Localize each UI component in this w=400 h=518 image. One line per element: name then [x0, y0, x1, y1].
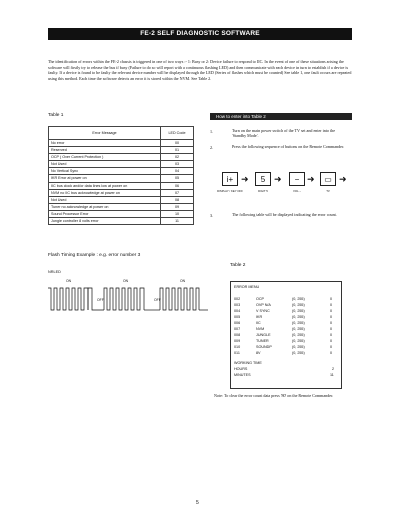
digit-5-key-label: DIGIT 5 [258, 189, 268, 193]
error-menu-row [234, 309, 338, 315]
error-menu-value: 0 [330, 303, 333, 307]
table-row [49, 203, 194, 210]
error-menu-num: 007 [234, 327, 241, 331]
led-code-cell: 03 [161, 161, 194, 168]
arrow-right-icon: ➜ [339, 174, 347, 184]
step-3-text: The following table will be displayed indicating the error count. [232, 212, 337, 217]
error-message-cell: Not Used [49, 196, 161, 203]
error-menu-row [234, 297, 338, 303]
error-menu-range: (0, 255) [292, 345, 305, 349]
table-row [49, 196, 194, 203]
error-menu-num: 009 [234, 339, 241, 343]
header-error-message: Error Message [49, 127, 161, 140]
error-message-cell: Reserved [49, 147, 161, 154]
error-menu-value: 0 [330, 345, 333, 349]
error-menu-row [234, 321, 338, 327]
error-menu-value: 0 [330, 315, 333, 319]
error-message-cell: IIC bus clock and/or data lines low at power on [49, 182, 161, 189]
off-label-2: OFF [154, 298, 161, 302]
tv-key-icon: ▭ [320, 172, 336, 186]
on-label-2: ON [123, 279, 129, 283]
error-menu-num: 005 [234, 315, 241, 319]
error-menu-range: (0, 255) [292, 297, 305, 301]
error-menu-screen [230, 281, 342, 389]
error-menu-value: 0 [330, 333, 333, 337]
led-code-cell: 04 [161, 168, 194, 175]
error-menu-num: 004 [234, 309, 241, 313]
error-menu-name: SOUNDP [256, 345, 272, 349]
table-row [49, 154, 194, 161]
table1-caption: Table 1 [48, 113, 64, 118]
table-row [49, 210, 194, 217]
error-menu-row [234, 315, 338, 321]
error-menu-num: 003 [234, 303, 241, 307]
header-led-code: LED Code [161, 127, 194, 140]
error-message-cell: Sound Processor Error [49, 210, 161, 217]
table-row [49, 189, 194, 196]
arrow-right-icon: ➜ [307, 174, 315, 184]
led-code-cell: 07 [161, 189, 194, 196]
step-1-number: 1. [210, 129, 214, 134]
error-menu-range: (0, 255) [292, 327, 305, 331]
hours-row [234, 367, 338, 373]
led-code-cell: 09 [161, 203, 194, 210]
hours-value: 2 [332, 367, 335, 371]
table-row [49, 140, 194, 147]
error-menu-row [234, 345, 338, 351]
volume-down-key-icon: − [289, 172, 305, 186]
error-menu-value: 0 [330, 321, 333, 325]
error-menu-row [234, 333, 338, 339]
error-message-cell: Jungle controller 8 volts error [49, 218, 161, 225]
error-menu-row [234, 327, 338, 333]
table-header-row [49, 127, 194, 140]
error-menu-range: (0, 255) [292, 315, 305, 319]
error-code-table [48, 126, 194, 225]
error-message-cell: No Vertical Sync [49, 168, 161, 175]
error-menu-range: (0, 255) [292, 309, 305, 313]
led-code-cell: 08 [161, 196, 194, 203]
error-menu-num: 010 [234, 345, 241, 349]
on-label-1: ON [66, 279, 72, 283]
error-message-cell: Tuner no acknowledge at power on [49, 203, 161, 210]
error-menu-range: (0, 255) [292, 303, 305, 307]
working-time-title: WORKING TIME [234, 361, 262, 365]
error-message-cell: No error [49, 140, 161, 147]
error-menu-range: (0, 255) [292, 333, 305, 337]
error-menu-range: (0, 255) [292, 321, 305, 325]
on-label-3: ON [180, 279, 186, 283]
display-key-icon: i+ [222, 172, 238, 186]
table2-caption: Table 2 [230, 263, 246, 268]
table-row [49, 218, 194, 225]
volume-down-key-label: VOL − [293, 189, 301, 193]
clear-error-note: Note: To clear the error count data press '80' on the Remote Commander. [214, 393, 334, 398]
error-menu-row [234, 339, 338, 345]
error-message-cell: IKR Error at power on [49, 175, 161, 182]
error-menu-name: 8V [256, 351, 261, 355]
error-menu-num: 006 [234, 321, 241, 325]
error-message-cell: Not Used [49, 161, 161, 168]
off-label-1: OFF [97, 298, 104, 302]
intro-paragraph: The identification of errors within the FE-2 chassis is triggered in one of two ways :- 1: Busy or 2: Device failure to respond to IIC. In the event of one of these situations arising the software will firstly try to release the bus if busy (Failure to do so will report with a continuous flashing LED) and then communicate with each device in turn to establish if a device is faulty. If a device is found to be faulty the relevant device number will be displayed through the LED (Series of flashes which must be counted) See table 1, one fault occurs are repeated using this method. Each time the software detects an error it is stored within the NVM. See Table 2. [48, 59, 352, 81]
error-menu-value: 0 [330, 351, 333, 355]
minutes-value: 11 [330, 373, 334, 377]
step-2-number: 2. [210, 145, 214, 150]
error-menu-row [234, 351, 338, 357]
led-code-cell: 01 [161, 147, 194, 154]
arrow-right-icon: ➜ [241, 174, 249, 184]
digit-5-key-icon: 5 [255, 172, 271, 186]
minutes-label: MINUTES [234, 373, 251, 377]
step-1-text: Turn on the main power switch of the TV set and enter into the 'Standby Mode'. [232, 128, 336, 139]
display-key-label: DISPLAY / KEY OFF [217, 189, 243, 193]
table-row [49, 182, 194, 189]
page-title: FE-2 SELF DIAGNOSTIC SOFTWARE [48, 28, 352, 40]
error-menu-num: 002 [234, 297, 241, 301]
tv-key-label: TV [326, 189, 330, 193]
table-row [49, 147, 194, 154]
step-3-number: 3. [210, 213, 214, 218]
error-menu-value: 0 [330, 309, 333, 313]
step-2-text: Press the following sequence of buttons on the Remote Commander. [232, 144, 345, 149]
error-menu-name: TUNER [256, 339, 269, 343]
led-code-cell: 06 [161, 182, 194, 189]
howto-title-bar: How to enter into Table 2 [210, 113, 352, 120]
flash-waveform-diagram [48, 284, 210, 316]
error-menu-range: (0, 255) [292, 339, 305, 343]
error-menu-value: 0 [330, 339, 333, 343]
table-row [49, 168, 194, 175]
error-menu-name: NVM [256, 327, 265, 331]
flash-timing-title: Flash Timing Example : e.g. error number 3 [48, 253, 141, 258]
arrow-right-icon: ➜ [274, 174, 282, 184]
hours-label: HOURS [234, 367, 248, 371]
led-code-cell: 02 [161, 154, 194, 161]
error-menu-name: V SYNC [256, 309, 270, 313]
error-menu-name: OVP N/A [256, 303, 271, 307]
table-row [49, 175, 194, 182]
error-menu-value: 0 [330, 297, 333, 301]
led-code-cell: 05 [161, 175, 194, 182]
error-menu-title: ERROR MENU [234, 285, 260, 289]
led-code-cell: 00 [161, 140, 194, 147]
error-menu-name: IIC [256, 321, 261, 325]
led-code-cell: 11 [161, 218, 194, 225]
led-code-cell: 10 [161, 210, 194, 217]
error-menu-name: OCP [256, 297, 264, 301]
error-menu-num: 011 [234, 351, 240, 355]
error-menu-name: IKR [256, 315, 263, 319]
signal-label: NRLED [48, 270, 61, 274]
error-menu-row [234, 303, 338, 309]
error-menu-range: (0, 255) [292, 351, 305, 355]
page-number: 5 [196, 500, 199, 506]
table-row [49, 161, 194, 168]
error-menu-num: 008 [234, 333, 241, 337]
minutes-row [234, 373, 338, 379]
error-menu-name: JUNGLE [256, 333, 271, 337]
error-menu-value: 0 [330, 327, 333, 331]
error-message-cell: NVM no IIC bus acknowledge at power on [49, 189, 161, 196]
error-message-cell: OCP ( Over Current Protection ) [49, 154, 161, 161]
